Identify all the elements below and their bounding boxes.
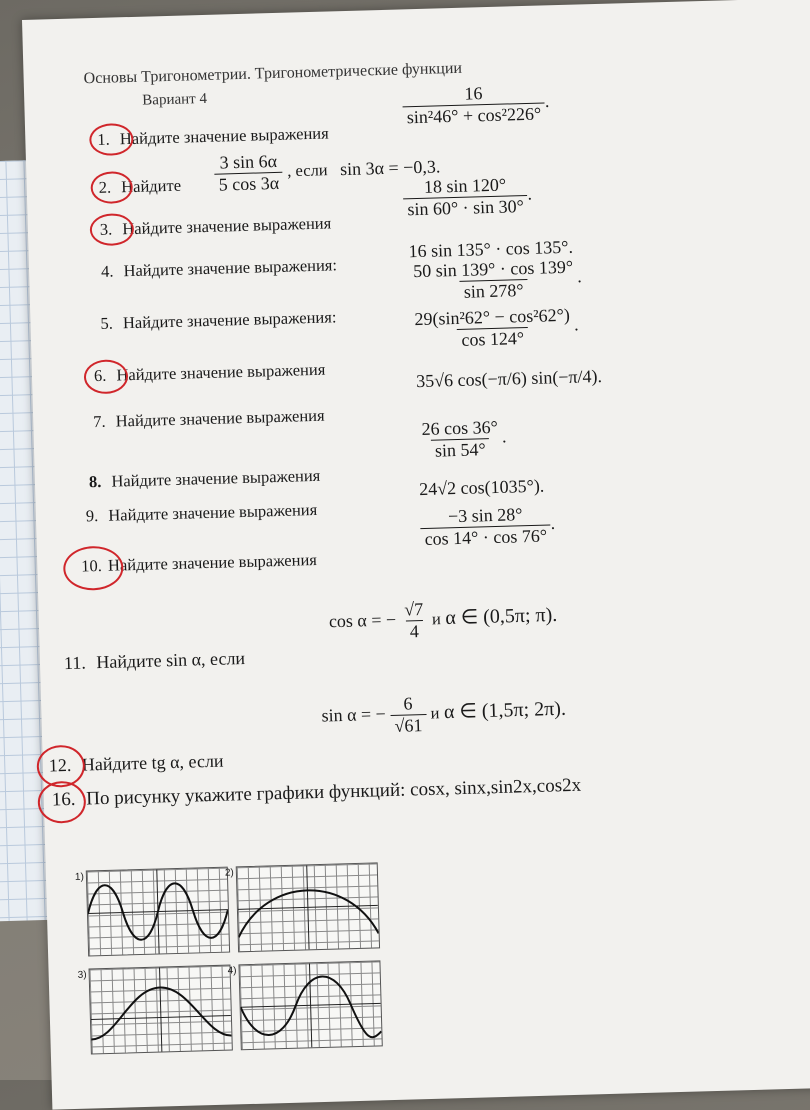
target-function: tg α bbox=[151, 751, 180, 773]
task-number: 6. bbox=[93, 365, 107, 386]
graph-4-curve bbox=[239, 961, 381, 1049]
denominator: 4 bbox=[406, 620, 424, 642]
task-text: Найдите значение выражения: bbox=[123, 255, 338, 281]
task-number: 16. bbox=[51, 788, 76, 811]
suffix: . bbox=[550, 512, 556, 534]
graph-label: 3) bbox=[77, 969, 87, 981]
task-text: Найдите значение выражения bbox=[107, 549, 318, 575]
task-number: 7. bbox=[92, 411, 106, 432]
task-6-expression bbox=[410, 305, 579, 353]
graph-4 bbox=[227, 960, 382, 1050]
task-number: 4. bbox=[100, 261, 114, 281]
denominator: √61 bbox=[390, 714, 426, 737]
condition-lhs: sin α = − bbox=[321, 703, 387, 726]
task-text: Найдите bbox=[81, 752, 148, 775]
task-7 bbox=[93, 406, 325, 432]
condition-prefix: , если bbox=[179, 750, 224, 772]
red-circle-mark bbox=[90, 171, 133, 204]
conjunction: и bbox=[431, 609, 442, 629]
task-6 bbox=[94, 360, 326, 386]
task-text: Найдите значение выражения bbox=[115, 405, 325, 431]
numerator: 3 sin 6α bbox=[219, 150, 278, 173]
task-number: 11. bbox=[63, 652, 87, 674]
graph-2 bbox=[224, 862, 380, 952]
task-16 bbox=[51, 775, 581, 812]
task-8 bbox=[89, 466, 321, 492]
graph-1 bbox=[74, 867, 230, 957]
suffix: . bbox=[573, 314, 579, 335]
task-text: Найдите значение выражения bbox=[119, 123, 329, 149]
task-1-expression bbox=[402, 81, 550, 128]
red-circle-mark bbox=[89, 123, 134, 156]
task-number: 5. bbox=[100, 313, 114, 333]
suffix: , если bbox=[286, 160, 328, 181]
graph-label: 4) bbox=[227, 965, 237, 977]
red-circle-mark bbox=[63, 545, 124, 591]
task-7-expression: 35√6 cos(−π/6) sin(−π/4). bbox=[415, 365, 603, 392]
task-number: 3. bbox=[99, 219, 113, 239]
condition: sin 3α = −0,3. bbox=[339, 156, 441, 179]
suffix: . bbox=[527, 183, 533, 204]
task-12-condition bbox=[321, 689, 567, 739]
task-11-condition bbox=[328, 595, 558, 644]
graph-label: 1) bbox=[74, 871, 85, 883]
task-5-expression bbox=[409, 256, 583, 304]
conjunction: и bbox=[430, 703, 440, 723]
task-9 bbox=[86, 500, 318, 526]
suffix: . bbox=[501, 426, 507, 447]
task-number: 10. bbox=[81, 555, 103, 576]
task-5 bbox=[100, 307, 336, 334]
task-number: 9. bbox=[85, 506, 99, 526]
task-number: 2. bbox=[98, 177, 112, 197]
variant-label: Вариант 4 bbox=[142, 90, 208, 109]
task-text: Найдите bbox=[96, 650, 162, 673]
task-4 bbox=[101, 255, 337, 282]
task-number: 1. bbox=[97, 129, 110, 149]
numerator: √7 bbox=[404, 599, 424, 620]
condition-prefix: , если bbox=[200, 648, 246, 670]
task-text: По рисунку укажите графики функций: cosx, sinx,sin2x,cos2x bbox=[85, 774, 582, 810]
range: α ∈ (0,5π; π). bbox=[445, 603, 558, 630]
graph-3 bbox=[77, 965, 233, 1055]
red-circle-mark bbox=[89, 213, 134, 246]
graph-1-curve bbox=[87, 868, 229, 956]
task-4-expression: 16 sin 135° · cos 135°. bbox=[408, 236, 574, 262]
denominator: sin 54° bbox=[431, 438, 490, 462]
worksheet-title: Основы Тригонометрии. Тригонометрические функции bbox=[83, 59, 463, 88]
denominator: sin²46° + cos²226° bbox=[403, 102, 546, 128]
task-text: Найдите значение выражения bbox=[111, 465, 321, 491]
graph-3-curve bbox=[90, 966, 232, 1054]
graph-label: 2) bbox=[224, 867, 234, 879]
task-text: Найдите значение выражения bbox=[122, 213, 332, 239]
task-3-expression bbox=[403, 174, 533, 221]
numerator: 16 bbox=[464, 83, 483, 104]
task-text: Найдите значение выражения bbox=[116, 359, 326, 385]
numerator: 18 sin 120° bbox=[423, 174, 507, 197]
numerator: −3 sin 28° bbox=[447, 504, 523, 527]
task-number: 8. bbox=[88, 471, 102, 492]
task-10-expression bbox=[420, 503, 556, 550]
task-3 bbox=[100, 213, 332, 239]
numerator: 29(sin²62° − cos²62°) bbox=[414, 304, 571, 330]
range: α ∈ (1,5π; 2π). bbox=[443, 697, 567, 724]
denominator: cos 124° bbox=[457, 327, 528, 351]
task-11 bbox=[64, 648, 246, 674]
condition-lhs: cos α = − bbox=[328, 609, 397, 632]
task-9-expression: 24√2 cos(1035°). bbox=[418, 475, 545, 500]
suffix: . bbox=[576, 266, 583, 287]
worksheet-page bbox=[22, 0, 810, 1110]
denominator: cos 14° · cos 76° bbox=[420, 524, 551, 550]
task-number: 12. bbox=[48, 754, 72, 776]
red-circle-mark bbox=[84, 359, 129, 394]
task-text: Найдите bbox=[120, 175, 182, 197]
numerator: 6 bbox=[403, 693, 413, 714]
denominator: 5 cos 3α bbox=[214, 172, 283, 196]
numerator: 50 sin 139° · cos 139° bbox=[412, 256, 574, 282]
denominator: sin 278° bbox=[460, 279, 528, 303]
suffix: . bbox=[544, 90, 550, 112]
numerator: 26 cos 36° bbox=[421, 416, 499, 439]
task-8-expression bbox=[417, 417, 507, 462]
task-text: Найдите значение выражения: bbox=[122, 307, 337, 333]
task-text: Найдите значение выражения bbox=[108, 499, 318, 525]
red-circle-mark bbox=[37, 781, 86, 824]
target-function: sin α bbox=[165, 649, 202, 671]
denominator: sin 60° · sin 30° bbox=[403, 195, 528, 220]
graph-2-curve bbox=[237, 863, 379, 951]
